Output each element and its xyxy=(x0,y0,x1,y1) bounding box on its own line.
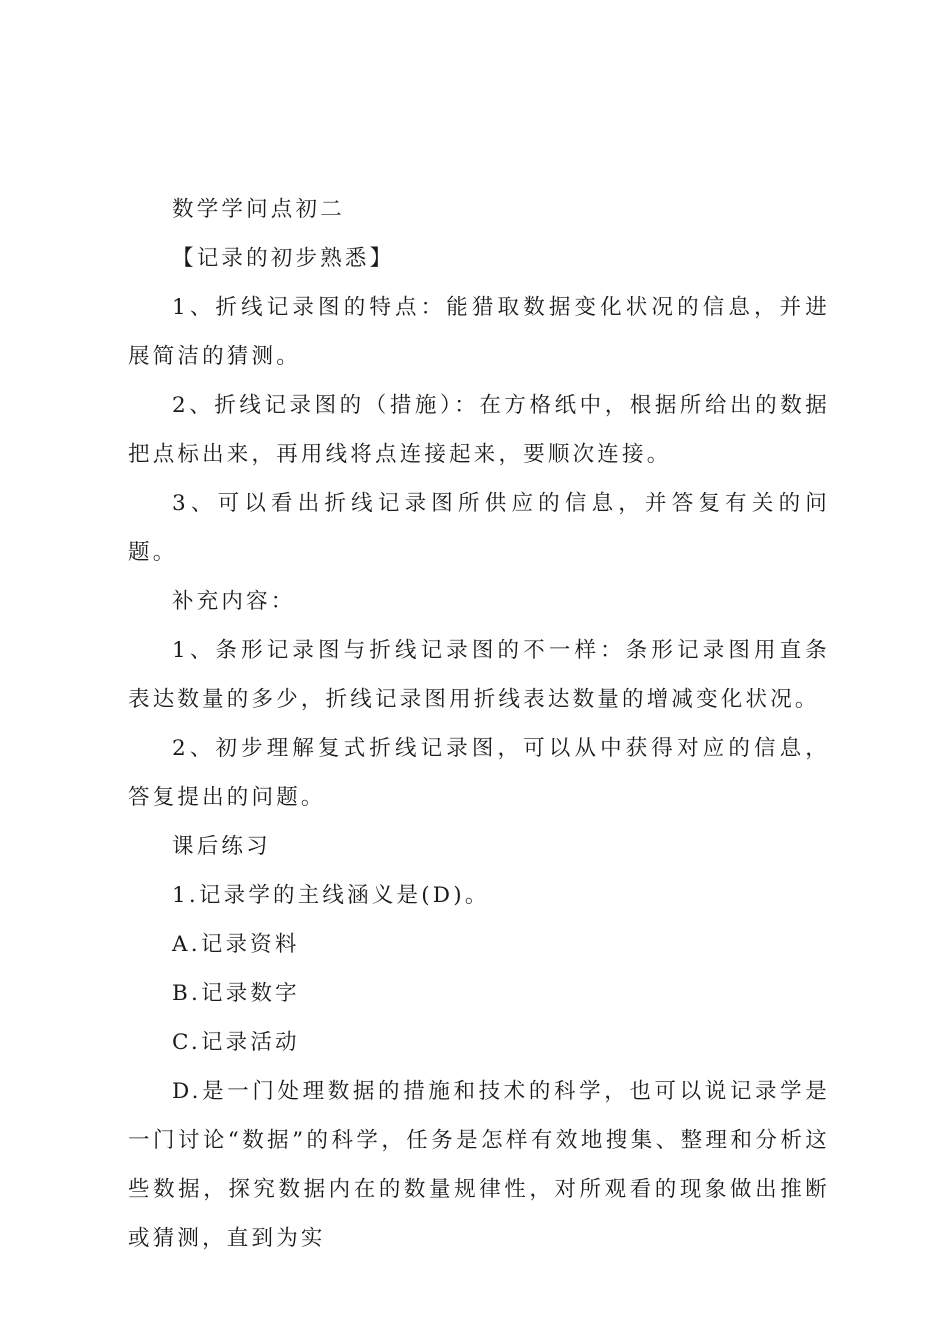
paragraph: 2、折线记录图的（措施）：在方格纸中，根据所给出的数据把点标出来，再用线将点连接起来，要顺次连接。 xyxy=(128,393,830,467)
document-title: 数学学问点初二 xyxy=(172,197,345,222)
question: 1.记录学的主线涵义是(D)。 xyxy=(172,883,490,908)
paragraph: 3、可以看出折线记录图所供应的信息，并答复有关的问题。 xyxy=(128,491,830,565)
option-c: C.记录活动 xyxy=(172,1030,300,1055)
option-b: B.记录数字 xyxy=(172,981,300,1006)
paragraph: 2、初步理解复式折线记录图，可以从中获得对应的信息，答复提出的问题。 xyxy=(128,736,830,810)
supplement-heading: 补充内容： xyxy=(172,589,296,614)
option-a: A.记录资料 xyxy=(172,932,300,957)
section-heading: 【记录的初步熟悉】 xyxy=(172,246,395,271)
option-d: D.是一门处理数据的措施和技术的科学，也可以说记录学是一门讨论“数据”的科学，任务是怎样有效地搜集、整理和分析这些数据，探究数据内在的数量规律性，对所观看的现象做出推断或猜测，直到为实 xyxy=(128,1079,830,1251)
paragraph: 1、折线记录图的特点：能猎取数据变化状况的信息，并进展简洁的猜测。 xyxy=(128,295,830,369)
paragraph: 1、条形记录图与折线记录图的不一样：条形记录图用直条表达数量的多少，折线记录图用折线表达数量的增减变化状况。 xyxy=(128,638,830,712)
document-body xyxy=(128,185,830,1263)
exercise-heading: 课后练习 xyxy=(172,834,271,859)
